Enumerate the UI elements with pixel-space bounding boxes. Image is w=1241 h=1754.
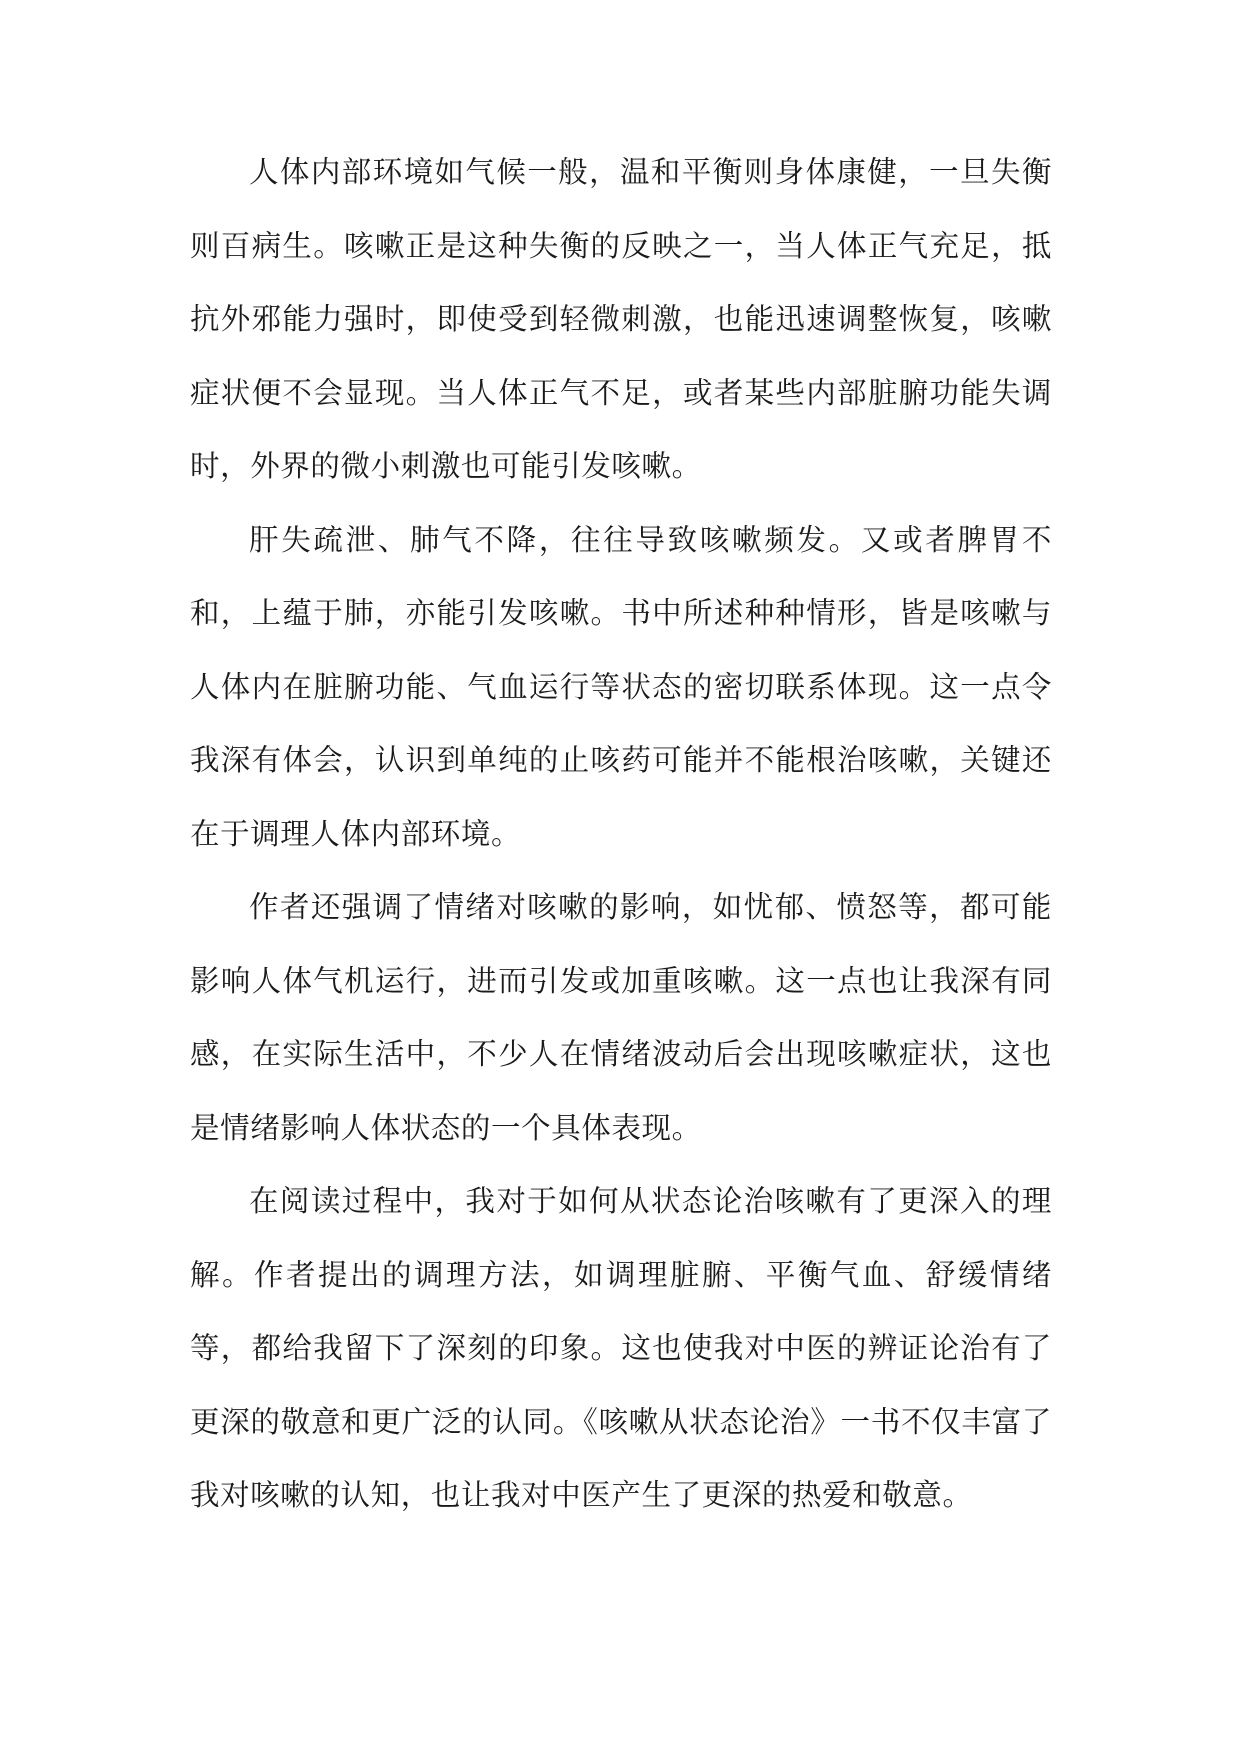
paragraph-3: 作者还强调了情绪对咳嗽的影响，如忧郁、愤怒等，都可能影响人体气机运行，进而引发或加重咳嗽。这一点也让我深有同感，在实际生活中，不少人在情绪波动后会出现咳嗽症状，这也是情绪影响人体状态的一个具体表现。 xyxy=(190,890,1052,1145)
document-body xyxy=(190,136,1052,1533)
paragraph-2: 肝失疏泄、肺气不降，往往导致咳嗽频发。又或者脾胃不和，上蕴于肺，亦能引发咳嗽。书中所述种种情形，皆是咳嗽与人体内在脏腑功能、气血运行等状态的密切联系体现。这一点令我深有体会，认识到单纯的止咳药可能并不能根治咳嗽，关键还在于调理人体内部环境。 xyxy=(190,522,1052,851)
paragraph-4: 在阅读过程中，我对于如何从状态论治咳嗽有了更深入的理解。作者提出的调理方法，如调理脏腑、平衡气血、舒缓情绪等，都给我留下了深刻的印象。这也使我对中医的辨证论治有了更深的敬意和更广泛的认同。《咳嗽从状态论治》一书不仅丰富了我对咳嗽的认知，也让我对中医产生了更深的热爱和敬意。 xyxy=(190,1184,1052,1512)
paragraph-1: 人体内部环境如气候一般，温和平衡则身体康健，一旦失衡则百病生。咳嗽正是这种失衡的反映之一，当人体正气充足，抵抗外邪能力强时，即使受到轻微刺激，也能迅速调整恢复，咳嗽症状便不会显现。当人体正气不足，或者某些内部脏腑功能失调时，外界的微小刺激也可能引发咳嗽。 xyxy=(190,155,1052,483)
